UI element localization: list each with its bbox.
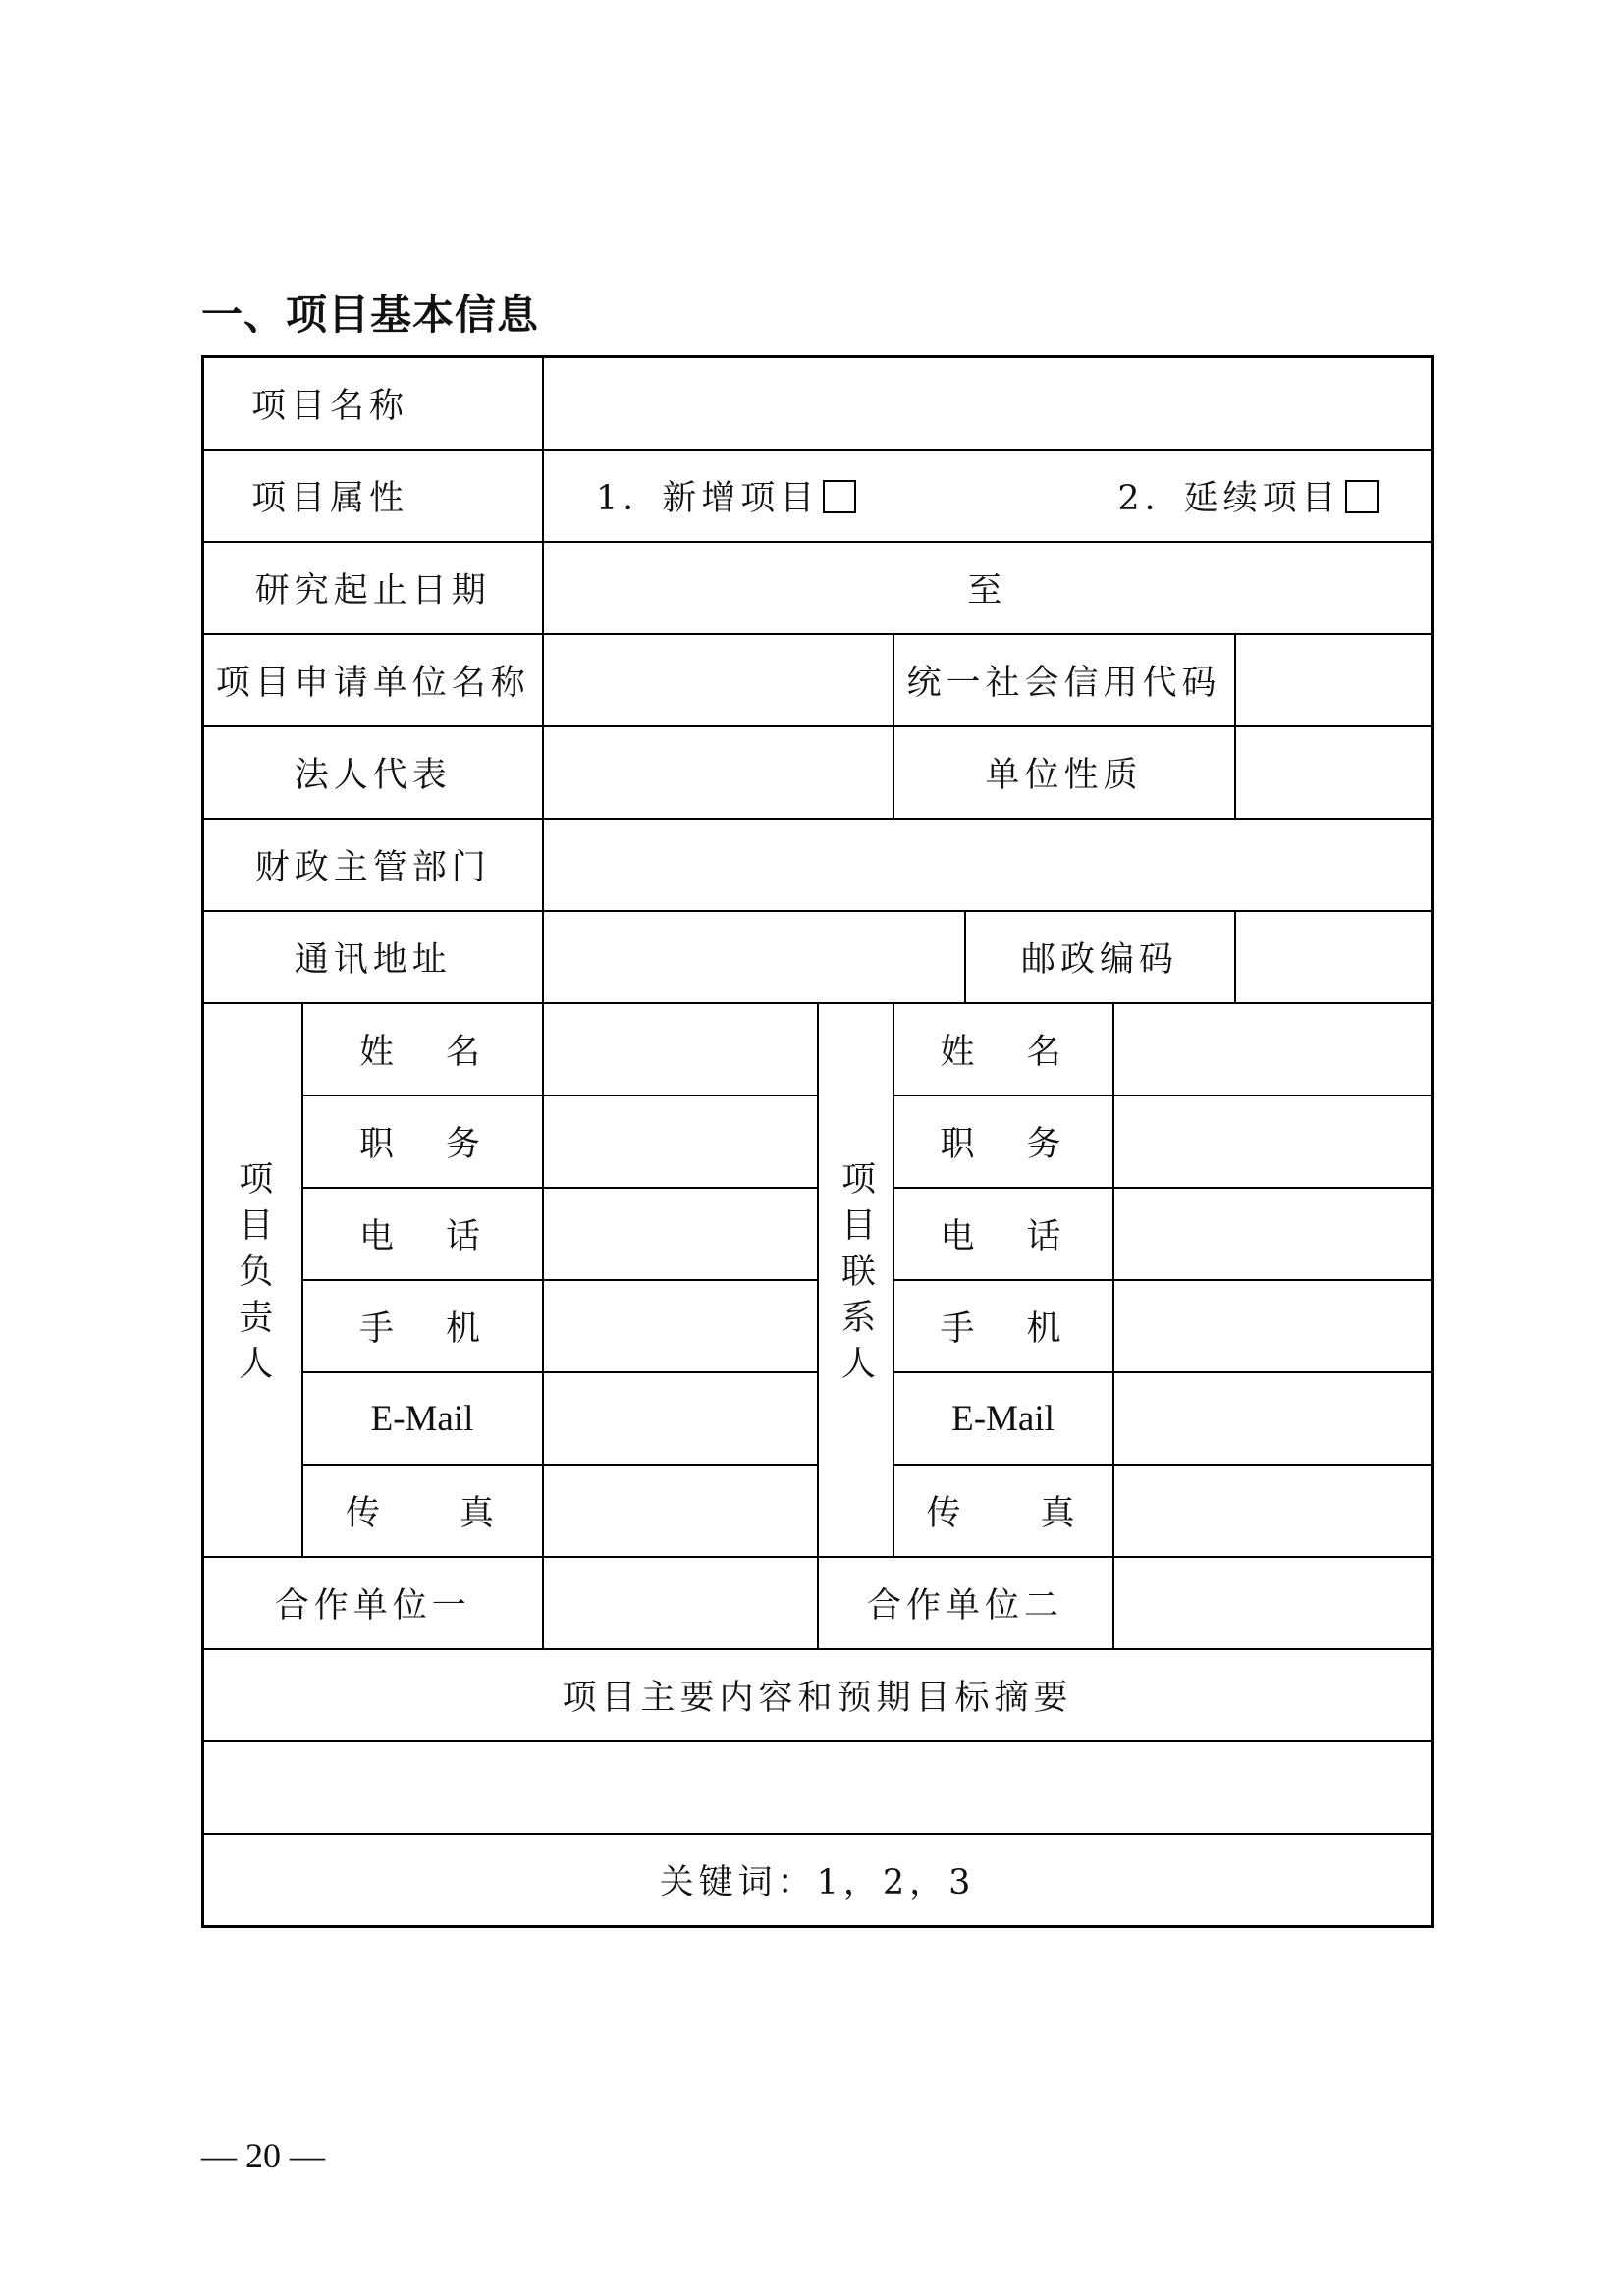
contact-mobile-field[interactable] (1113, 1280, 1433, 1372)
research-dates-label: 研究起止日期 (203, 542, 543, 634)
project-name-field[interactable] (543, 357, 1433, 451)
applicant-unit-field[interactable] (543, 634, 893, 726)
contact-name-char1: 姓 (940, 1033, 980, 1072)
contact-position-field[interactable] (1113, 1095, 1433, 1188)
page-number: — 20 — (201, 2136, 325, 2175)
project-attribute-options (543, 450, 1433, 542)
summary-field[interactable] (203, 1741, 1433, 1834)
partner1-field[interactable] (543, 1557, 818, 1649)
option-new-project-label: 1．新增项目 (595, 479, 820, 518)
leader-fax-field[interactable] (543, 1465, 818, 1557)
postcode-field[interactable] (1235, 911, 1433, 1003)
legal-rep-label: 法人代表 (203, 726, 543, 819)
contact-mobile-char1: 手 (940, 1309, 980, 1349)
contact-phone-char1: 电 (940, 1217, 980, 1256)
contact-phone-field[interactable] (1113, 1188, 1433, 1280)
address-field[interactable] (543, 911, 965, 1003)
contact-name-label (893, 1003, 1113, 1095)
checkbox-continued-project[interactable] (1345, 480, 1379, 513)
row-name (203, 1003, 1433, 1095)
project-info-table (201, 355, 1434, 1928)
contact-group-text: 项目联系人 (836, 1160, 876, 1391)
row-keywords (203, 1834, 1433, 1927)
legal-rep-field[interactable] (543, 726, 893, 819)
leader-name-label (302, 1003, 543, 1095)
contact-position-char2: 务 (1026, 1125, 1066, 1164)
row-project-attribute (203, 450, 1433, 542)
option-new-project[interactable] (596, 471, 856, 520)
leader-mobile-char2: 机 (446, 1309, 486, 1349)
contact-fax-char1: 传 (926, 1494, 966, 1533)
finance-dept-label: 财政主管部门 (203, 819, 543, 911)
leader-position-char1: 职 (358, 1125, 399, 1164)
row-summary-header (203, 1649, 1433, 1741)
leader-email-label (302, 1372, 543, 1465)
credit-code-label: 统一社会信用代码 (893, 634, 1235, 726)
contact-phone-label (893, 1188, 1113, 1280)
leader-fax-char2: 真 (460, 1494, 500, 1533)
leader-group-label (203, 1003, 302, 1557)
project-name-label: 项目名称 (203, 357, 543, 451)
option-continued-project[interactable] (1117, 471, 1378, 520)
summary-label: 项目主要内容和预期目标摘要 (203, 1649, 1433, 1741)
postcode-label: 邮政编码 (965, 911, 1235, 1003)
section-title: 一、项目基本信息 (201, 291, 540, 339)
row-summary-body (203, 1741, 1433, 1834)
row-address (203, 911, 1433, 1003)
row-finance-department (203, 819, 1433, 911)
leader-phone-field[interactable] (543, 1188, 818, 1280)
leader-name-char1: 姓 (358, 1033, 399, 1072)
row-applicant-unit (203, 634, 1433, 726)
leader-group-text: 项目负责人 (233, 1160, 273, 1391)
leader-fax-char1: 传 (345, 1494, 385, 1533)
leader-name-field[interactable] (543, 1003, 818, 1095)
contact-fax-char2: 真 (1040, 1494, 1080, 1533)
contact-mobile-char2: 机 (1026, 1309, 1066, 1349)
leader-fax-label (302, 1465, 543, 1557)
contact-name-field[interactable] (1113, 1003, 1433, 1095)
applicant-unit-label: 项目申请单位名称 (203, 634, 543, 726)
leader-phone-label (302, 1188, 543, 1280)
row-project-name (203, 357, 1433, 451)
partner1-label: 合作单位一 (203, 1557, 543, 1649)
research-dates-separator: 至 (967, 571, 1007, 611)
leader-mobile-label (302, 1280, 543, 1372)
leader-email-field[interactable] (543, 1372, 818, 1465)
row-partners (203, 1557, 1433, 1649)
leader-name-char2: 名 (446, 1033, 486, 1072)
contact-phone-char2: 话 (1026, 1217, 1066, 1256)
contact-position-label (893, 1095, 1113, 1188)
research-dates-field[interactable] (543, 542, 1433, 634)
credit-code-field[interactable] (1235, 634, 1433, 726)
row-legal-representative (203, 726, 1433, 819)
contact-email-label (893, 1372, 1113, 1465)
leader-phone-char1: 电 (358, 1217, 399, 1256)
contact-name-char2: 名 (1026, 1033, 1066, 1072)
leader-email-text: E-Mail (370, 1398, 474, 1439)
leader-mobile-field[interactable] (543, 1280, 818, 1372)
project-attribute-label: 项目属性 (203, 450, 543, 542)
contact-group-label (818, 1003, 893, 1557)
leader-phone-char2: 话 (446, 1217, 486, 1256)
contact-mobile-label (893, 1280, 1113, 1372)
finance-dept-field[interactable] (543, 819, 1433, 911)
partner2-field[interactable] (1113, 1557, 1433, 1649)
keywords-field[interactable]: 关键词：1，2，3 (203, 1834, 1433, 1927)
partner2-label: 合作单位二 (818, 1557, 1113, 1649)
contact-fax-label (893, 1465, 1113, 1557)
contact-position-char1: 职 (940, 1125, 980, 1164)
address-label: 通讯地址 (203, 911, 543, 1003)
leader-position-char2: 务 (446, 1125, 486, 1164)
leader-position-label (302, 1095, 543, 1188)
unit-nature-field[interactable] (1235, 726, 1433, 819)
unit-nature-label: 单位性质 (893, 726, 1235, 819)
option-continued-project-label: 2．延续项目 (1117, 479, 1341, 518)
checkbox-new-project[interactable] (823, 480, 856, 513)
contact-email-text: E-Mail (951, 1398, 1055, 1439)
contact-fax-field[interactable] (1113, 1465, 1433, 1557)
leader-position-field[interactable] (543, 1095, 818, 1188)
leader-mobile-char1: 手 (358, 1309, 399, 1349)
row-research-dates (203, 542, 1433, 634)
contact-email-field[interactable] (1113, 1372, 1433, 1465)
